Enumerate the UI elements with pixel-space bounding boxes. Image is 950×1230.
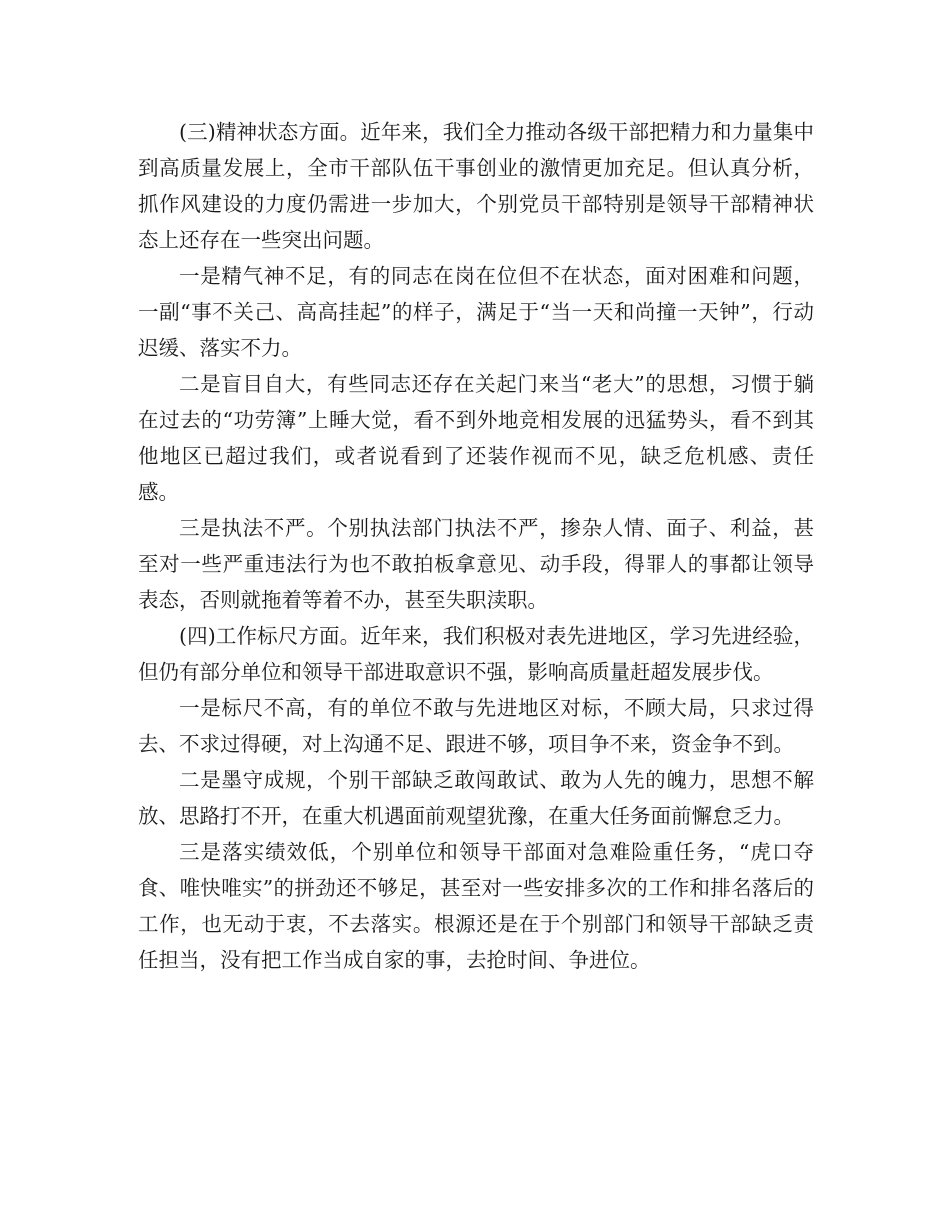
document-body <box>138 114 814 978</box>
paragraph-standard-point-1: 一是标尺不高，有的单位不敢与先进地区对标，不顾大局，只求过得去、不求过得硬，对上沟通不足、跟进不够，项目争不来，资金争不到。 <box>138 696 814 756</box>
paragraph-standard-point-3: 三是落实绩效低，个别单位和领导干部面对急难险重任务，“虎口夺食、唯快唯实”的拼劲还不够足，甚至对一些安排多次的工作和排名落后的工作，也无动于衷，不去落实。根源还是在于个别部门和领导干部缺乏责任担当，没有把工作当成自家的事，去抢时间、争进位。 <box>138 840 814 972</box>
paragraph-spirit-point-2: 二是盲目自大，有些同志还存在关起门来当“老大”的思想，习惯于躺在过去的“功劳簿”上睡大觉，看不到外地竞相发展的迅猛势头，看不到其他地区已超过我们，或者说看到了还装作视而不见，缺乏危机感、责任感。 <box>138 372 814 504</box>
paragraph-spirit-state-heading: (三)精神状态方面。近年来，我们全力推动各级干部把精力和力量集中到高质量发展上，全市干部队伍干事创业的激情更加充足。但认真分析，抓作风建设的力度仍需进一步加大，个别党员干部特别是领导干部精神状态上还存在一些突出问题。 <box>138 120 814 252</box>
paragraph-spirit-point-3: 三是执法不严。个别执法部门执法不严，掺杂人情、面子、利益，甚至对一些严重违法行为也不敢拍板拿意见、动手段，得罪人的事都让领导表态，否则就拖着等着不办，甚至失职渎职。 <box>138 516 814 612</box>
paragraph-work-standard-heading: (四)工作标尺方面。近年来，我们积极对表先进地区，学习先进经验，但仍有部分单位和领导干部进取意识不强，影响高质量赶超发展步伐。 <box>138 624 814 684</box>
paragraph-spirit-point-1: 一是精气神不足，有的同志在岗在位但不在状态，面对困难和问题，一副“事不关己、高高挂起”的样子，满足于“当一天和尚撞一天钟”，行动迟缓、落实不力。 <box>138 264 814 360</box>
paragraph-standard-point-2: 二是墨守成规，个别干部缺乏敢闯敢试、敢为人先的魄力，思想不解放、思路打不开，在重大机遇面前观望犹豫，在重大任务面前懈怠乏力。 <box>138 768 814 828</box>
